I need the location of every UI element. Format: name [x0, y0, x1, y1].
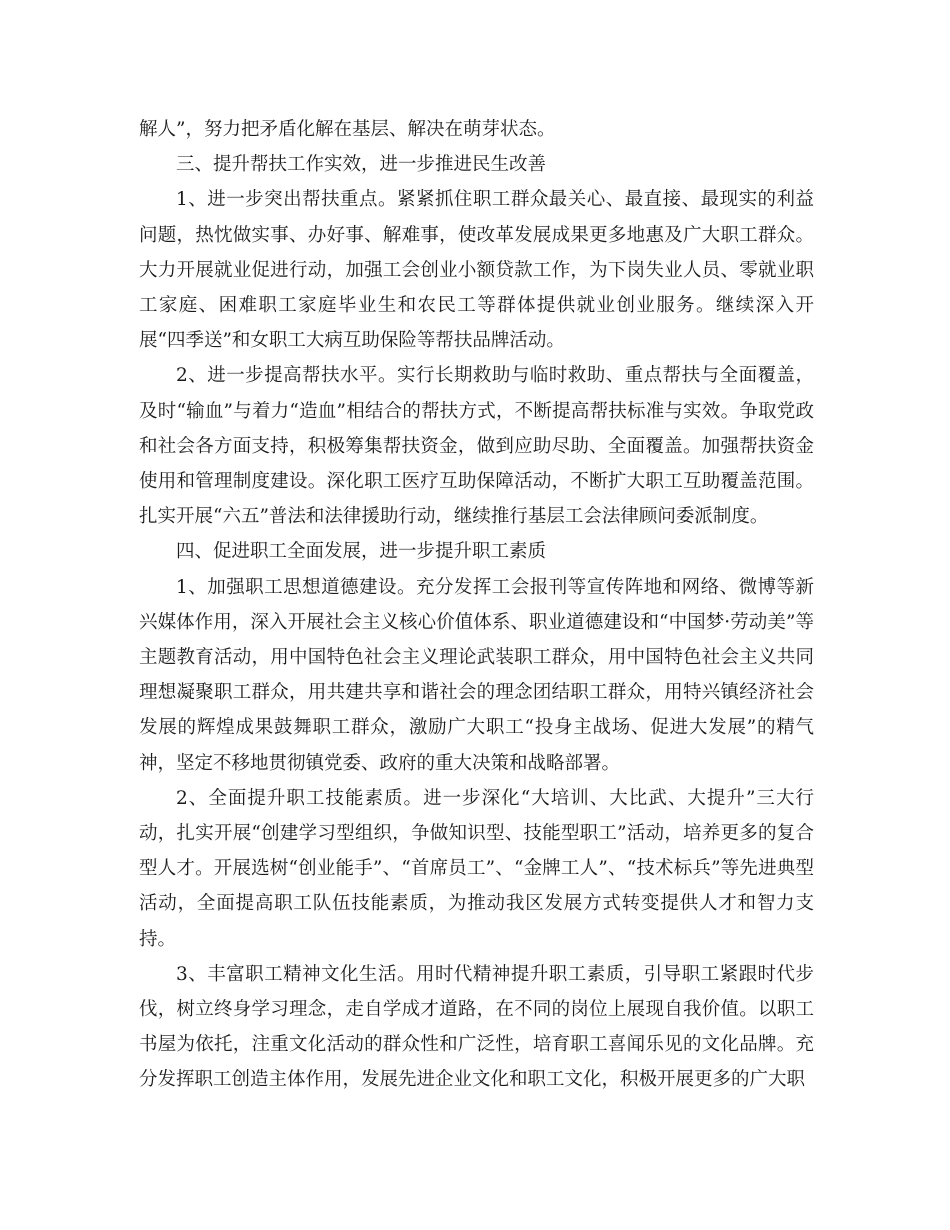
section-heading-3: 三、提升帮扶工作实效，进一步推进民生改善: [176, 154, 547, 176]
paragraph-4-3: 3、丰富职工精神文化生活。用时代精神提升职工素质，引导职工紧跟时代步伐，树立终身学习理念，走自学成才道路，在不同的岗位上展现自我价值。以职工书屋为依托，注重文化活动的群众性和广泛性，培育职工喜闻乐见的文化品牌。充分发挥职工创造主体作用，发展先进企业文化和职工文化，积极开展更多的广大职: [139, 963, 814, 1091]
document-body: [139, 112, 814, 1098]
paragraph-4-1: 1、加强职工思想道德建设。充分发挥工会报刊等宣传阵地和网络、微博等新兴媒体作用，深入开展社会主义核心价值体系、职业道德建设和“中国梦·劳动美”等主题教育活动，用中国特色社会主义理论武装职工群众，用中国特色社会主义共同理想凝聚职工群众，用共建共享和谐社会的理念团结职工群众，用特兴镇经济社会发展的辉煌成果鼓舞职工群众，激励广大职工“投身主战场、促进大发展”的精气神，坚定不移地贯彻镇党委、政府的重大决策和战略部署。: [139, 576, 814, 774]
paragraph-3-2: 2、进一步提高帮扶水平。实行长期救助与临时救助、重点帮扶与全面覆盖，及时“输血”与着力“造血”相结合的帮扶方式，不断提高帮扶标准与实效。争取党政和社会各方面支持，积极筹集帮扶资金，做到应助尽助、全面覆盖。加强帮扶资金使用和管理制度建设。深化职工医疗互助保障活动，不断扩大职工互助覆盖范围。扎实开展“六五”普法和法律援助行动，继续推行基层工会法律顾问委派制度。: [139, 365, 814, 528]
paragraph-4-2: 2、全面提升职工技能素质。进一步深化“大培训、大比武、大提升”三大行动，扎实开展“创建学习型组织，争做知识型、技能型职工”活动，培养更多的复合型人才。开展选树“创业能手”、“首席员工”、“金牌工人”、“技术标兵”等先进典型活动，全面提高职工队伍技能素质，为推动我区发展方式转变提供人才和智力支持。: [139, 787, 814, 950]
section-heading-4: 四、促进职工全面发展，进一步提升职工素质: [176, 541, 547, 563]
paragraph-continuation: 解人”，努力把矛盾化解在基层、解决在萌芽状态。: [139, 119, 556, 140]
paragraph-3-1: 1、进一步突出帮扶重点。紧紧抓住职工群众最关心、最直接、最现实的利益问题，热忱做实事、办好事、解难事，使改革发展成果更多地惠及广大职工群众。大力开展就业促进行动，加强工会创业小额贷款工作，为下岗失业人员、零就业职工家庭、困难职工家庭毕业生和农民工等群体提供就业创业服务。继续深入开展“四季送”和女职工大病互助保险等帮扶品牌活动。: [139, 189, 814, 352]
